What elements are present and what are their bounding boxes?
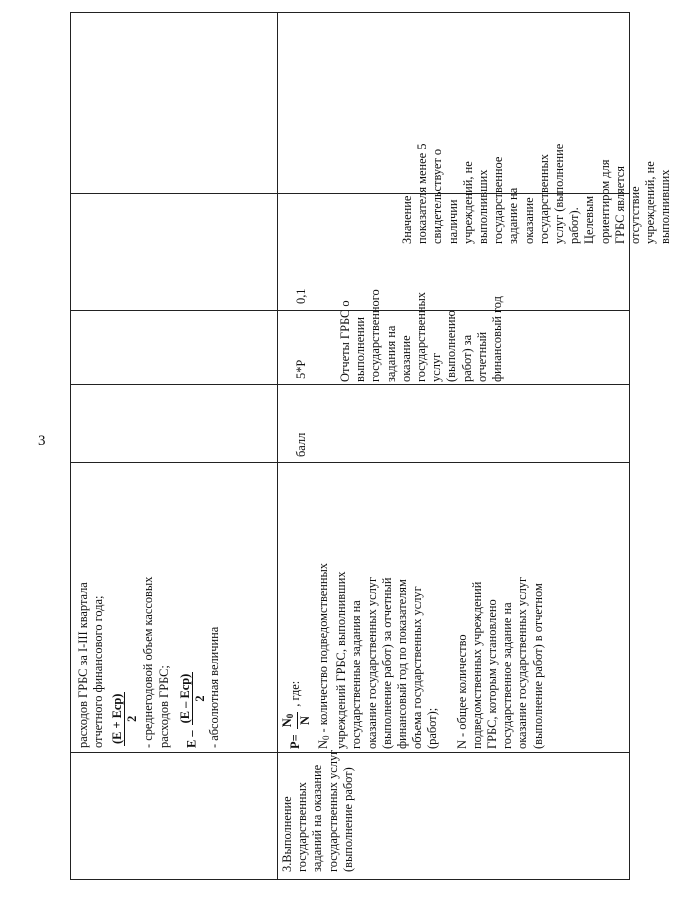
text-line: государственное <box>491 156 506 244</box>
text-line: наличии <box>445 199 460 244</box>
text-line: государственных услуг <box>325 749 340 872</box>
text-line: услуг <box>429 352 444 382</box>
text-line: государственного <box>368 289 383 382</box>
criteria-table <box>70 12 673 880</box>
note-cell <box>400 0 673 244</box>
page-number: 3 <box>38 433 46 449</box>
text-line: отчетного финансового года; <box>91 595 106 748</box>
text-line: государственных <box>536 153 551 244</box>
text-line: (работ); <box>425 707 440 749</box>
text-line: (выполнение работ) за отчетный <box>379 577 394 749</box>
formula-prefix: E – <box>184 730 199 748</box>
weight-cell <box>294 260 312 304</box>
text-line: - среднегодовой объем кассовых <box>141 576 156 748</box>
text-line: объема государственных услуг <box>410 586 425 749</box>
text-line: выполнивших <box>658 169 673 244</box>
unit-value: балл <box>294 432 308 457</box>
formula-num: N <box>280 718 294 728</box>
fraction-numerator: (E + Eср) <box>110 693 125 744</box>
text-line: расходов ГРБС за I-III квартала <box>76 582 90 748</box>
text-line: (выполнение работ) в отчетном <box>530 583 545 749</box>
weight-value: 0,1 <box>294 288 308 304</box>
text-line: ГРБС, которым установлено <box>485 599 500 749</box>
text-line: работ). <box>567 207 582 244</box>
n0-symbol: N <box>316 740 330 749</box>
column-divider-score <box>70 384 630 385</box>
table-border-top <box>70 12 71 880</box>
text-line: государственные задания на <box>349 600 364 749</box>
n0-symbol-sub: 0 <box>321 735 331 741</box>
text-line: отчетный <box>474 331 489 382</box>
text-line: учреждений ГРБС, выполнивших <box>334 571 349 749</box>
fraction-denominator: 2 <box>192 695 207 702</box>
formula-lhs: P= <box>287 734 302 749</box>
unit-cell <box>294 407 312 457</box>
p-formula <box>280 467 312 749</box>
text-line: (выполнению <box>444 310 459 382</box>
text-line: государственных <box>414 291 429 382</box>
text-line: ГРБС является <box>612 166 627 244</box>
text-line: работ) за <box>459 334 474 382</box>
text-line: оказание <box>521 197 536 244</box>
text-line: задания на <box>383 325 398 382</box>
row1-formula-cell <box>76 474 272 748</box>
text-line: N - общее количество <box>454 634 469 749</box>
text-line: учреждений, не <box>460 161 475 244</box>
column-divider-formula <box>70 752 630 753</box>
formula-den: N <box>298 716 312 725</box>
text-line: услуг (выполнение <box>552 143 567 244</box>
text-line: - количество подведомственных <box>316 562 330 733</box>
text-line: финансовый год по показателям <box>395 579 410 749</box>
text-line: финансовый год <box>490 296 505 382</box>
formula-description-cell <box>280 467 628 749</box>
text-line: учреждений, не <box>643 161 658 244</box>
text-line: оказание государственных услуг <box>364 576 379 749</box>
text-line: свидетельствует о <box>430 148 445 244</box>
text-line: государственных <box>295 781 310 872</box>
text-line: ориентиром для <box>597 159 612 244</box>
text-line: показателя менее 5 <box>415 143 430 244</box>
formula-num-sub: 0 <box>285 713 295 719</box>
abs-formula <box>178 474 207 748</box>
text-line: выполнивших <box>476 169 491 244</box>
text-line: отсутствие <box>628 186 643 244</box>
column-divider-unit <box>70 462 630 463</box>
text-line: - абсолютная величина <box>206 626 221 748</box>
indicator-name-cell <box>280 749 355 872</box>
text-line: выполнении <box>353 316 368 382</box>
fraction-denominator: 2 <box>125 715 140 722</box>
text-line: 3.Выполнение <box>280 796 294 872</box>
text-line: государственное задание на <box>500 602 515 749</box>
text-line: Значение <box>400 195 414 244</box>
score-value: 5*P <box>294 359 308 379</box>
text-line: Отчеты ГРБС о <box>338 300 352 382</box>
formula-suffix: , где: <box>287 680 302 707</box>
score-cell <box>294 335 312 379</box>
text-line: заданий на оказание <box>310 764 325 872</box>
text-line: оказание <box>398 335 413 382</box>
row-divider <box>277 12 278 880</box>
text-line: оказание государственных услуг <box>515 576 530 749</box>
fraction-numerator: (E – Eср) <box>177 673 192 724</box>
mean-formula <box>110 474 139 748</box>
table-border-left <box>70 879 630 880</box>
text-line: (выполнение работ) <box>340 767 355 872</box>
text-line: расходов ГРБС; <box>156 665 171 748</box>
text-line: подведомственных учреждений <box>469 581 484 749</box>
text-line: Целевым <box>582 195 597 244</box>
text-line: задание на <box>506 187 521 244</box>
